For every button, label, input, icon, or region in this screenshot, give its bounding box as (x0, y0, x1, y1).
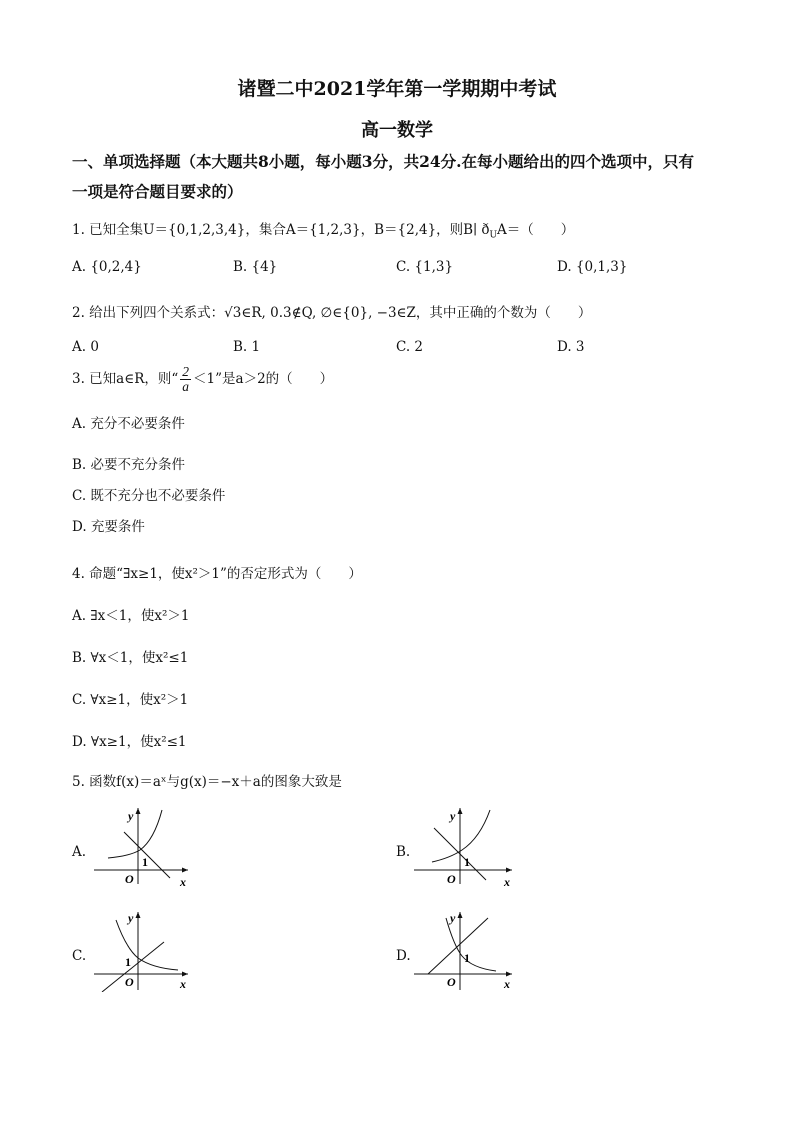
question-5-option-c: C. (72, 948, 87, 964)
question-4-option-a: A. ∃x＜1，使x²＞1 (72, 608, 190, 624)
question-3-option-a: A. 充分不必要条件 (72, 416, 185, 432)
fraction-numerator: 2 (182, 364, 190, 379)
question-5-option-b: B. (396, 844, 411, 860)
question-1-option-d: D. {0,1,3} (557, 259, 628, 275)
one-label: 1 (464, 855, 470, 869)
y-axis-arrow (458, 912, 463, 918)
question-2-option-b: B. 1 (233, 339, 261, 355)
question-1-option-b: B. {4} (233, 259, 278, 275)
question-5-option-d: D. (396, 948, 411, 964)
exponential-curve (432, 810, 490, 862)
x-axis-arrow (182, 972, 188, 977)
graph-option-c (94, 908, 194, 992)
question-2-option-a: A. 0 (72, 339, 99, 355)
y-label: y (450, 911, 456, 925)
section-heading-line2: 一项是符合题目要求的） (72, 182, 243, 201)
exam-title: 诸暨二中2021学年第一学期期中考试 (237, 78, 557, 100)
question-3-prefix: 3. 已知a∈R，则“ (72, 371, 179, 387)
question-3-suffix: ＜1”是a＞2的（ ） (193, 371, 334, 387)
y-label: y (128, 809, 134, 823)
x-label: x (180, 977, 186, 991)
x-axis-arrow (506, 868, 512, 873)
question-1-tail: A＝（ ） (497, 222, 575, 238)
one-label: 1 (464, 951, 470, 965)
origin-label: O (447, 872, 456, 886)
question-3-option-d: D. 充要条件 (72, 519, 145, 535)
y-axis-arrow (136, 912, 141, 918)
question-1-text: 1. 已知全集U＝{0,1,2,3,4}，集合A＝{1,2,3}，B＝{2,4}，则B∣ ð (72, 222, 490, 238)
origin-label: O (447, 975, 456, 989)
y-axis-arrow (458, 808, 463, 814)
graph-option-a (94, 804, 194, 886)
x-axis-arrow (182, 868, 188, 873)
question-1-option-c: C. {1,3} (396, 259, 454, 275)
exponential-curve (108, 810, 162, 858)
question-4-option-d: D. ∀x≥1，使x²≤1 (72, 734, 187, 750)
x-label: x (504, 977, 510, 991)
question-2: 2. 给出下列四个关系式：√3∈R, 0.3∉Q, ∅∈{0}, −3∈Z，其中正确的个数为（ ） (72, 305, 592, 321)
question-5: 5. 函数f(x)＝aˣ与g(x)＝−x＋a的图象大致是 (72, 774, 342, 790)
graph-option-b (414, 804, 518, 886)
question-1 (72, 218, 574, 241)
question-4-option-b: B. ∀x＜1，使x²≤1 (72, 650, 189, 666)
question-2-option-c: C. 2 (396, 339, 424, 355)
question-1-option-a: A. {0,2,4} (72, 259, 142, 275)
x-label: x (504, 875, 510, 886)
linear-line (428, 918, 488, 974)
section-heading-line1: 一、单项选择题（本大题共8小题，每小题3分，共24分.在每小题给出的四个选项中，只有 (72, 152, 695, 171)
y-label: y (450, 809, 456, 823)
question-3-option-c: C. 既不充分也不必要条件 (72, 488, 226, 504)
graph-option-d (414, 908, 518, 992)
question-4: 4. 命题“∃x≥1，使x²＞1”的否定形式为（ ） (72, 566, 362, 582)
exponential-curve (446, 918, 496, 971)
exam-subtitle: 高一数学 (361, 120, 433, 141)
question-2-option-d: D. 3 (557, 339, 585, 355)
question-3 (72, 365, 333, 394)
question-5-option-a: A. (72, 844, 87, 860)
fraction-denominator: a (182, 379, 190, 394)
x-label: x (180, 875, 186, 886)
question-4-option-c: C. ∀x≥1，使x²＞1 (72, 692, 189, 708)
question-1-sub: U (489, 230, 498, 241)
question-3-fraction (180, 365, 191, 394)
y-label: y (128, 911, 134, 925)
origin-label: O (125, 975, 134, 989)
origin-label: O (125, 872, 134, 886)
one-label: 1 (125, 955, 131, 969)
one-label: 1 (142, 855, 148, 869)
y-axis-arrow (136, 808, 141, 814)
question-3-option-b: B. 必要不充分条件 (72, 457, 186, 473)
x-axis-arrow (506, 972, 512, 977)
